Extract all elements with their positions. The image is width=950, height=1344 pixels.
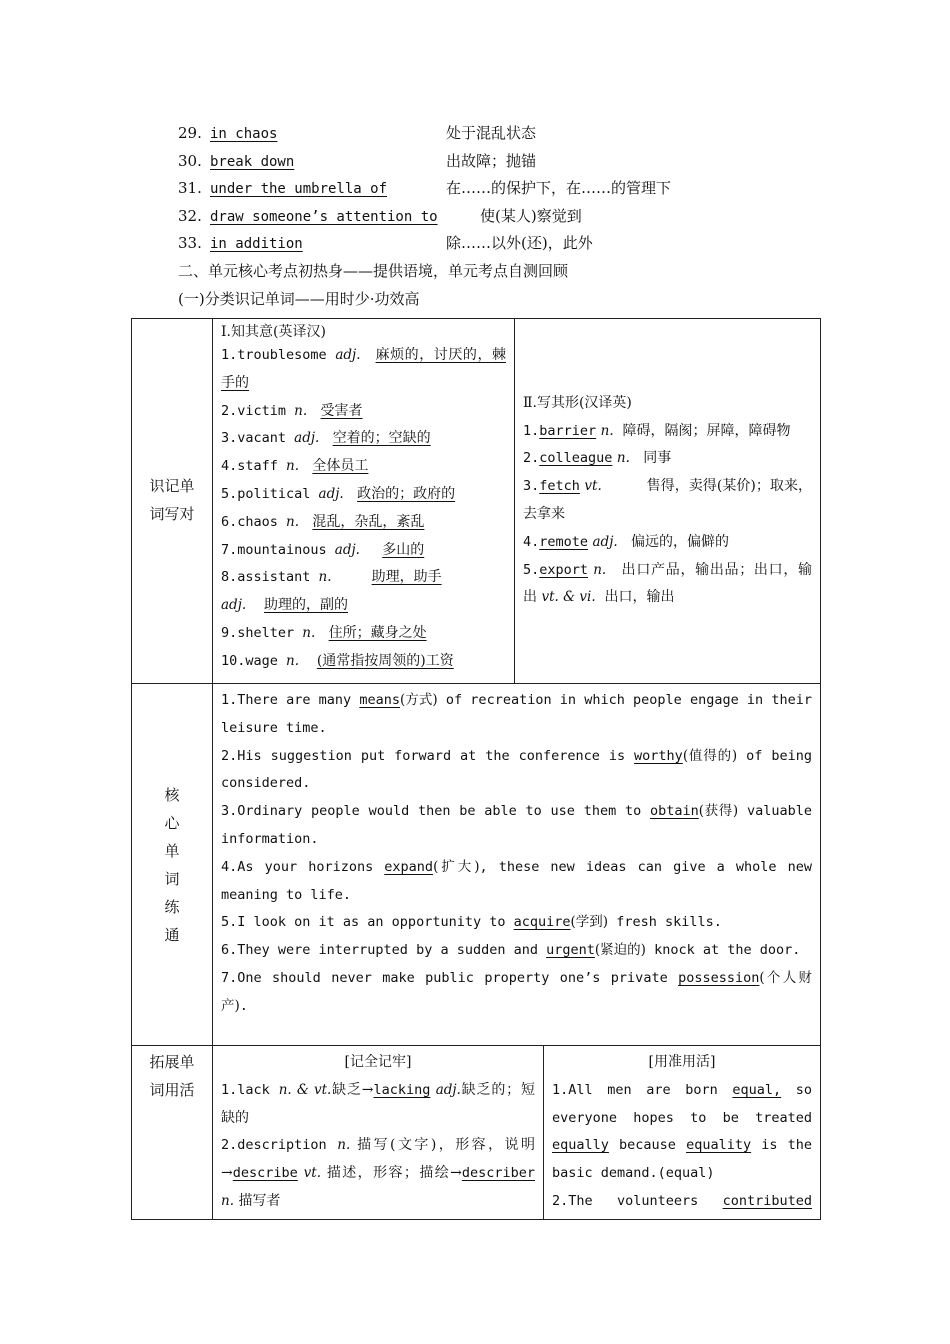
left-cell bbox=[213, 319, 515, 684]
list-item: 1.All men are born equal, so everyone hopes to be treated equally because equality is the basic demand.(equal) bbox=[552, 1081, 812, 1182]
phrase-en: in chaos bbox=[210, 126, 278, 142]
subsection-title: (一)分类识记单词——用时少·功效高 bbox=[178, 290, 420, 308]
phrase-item: 33. in addition 除……以外(还)，此外 bbox=[178, 234, 593, 252]
list-item: 9.shelter n. 住所；藏身之处 bbox=[221, 624, 427, 641]
phrase-cn: 使(某人)察觉到 bbox=[480, 207, 582, 225]
right-cell bbox=[515, 319, 821, 684]
list-item: 6.They were interrupted by a sudden and urgent(紧迫的) knock at the door. bbox=[221, 942, 801, 959]
table-row bbox=[132, 684, 821, 1046]
list-item: 5.I look on it as an opportunity to acquire(学到) fresh skills. bbox=[221, 914, 722, 931]
table-row bbox=[132, 1046, 821, 1220]
phrase-en: under the umbrella of bbox=[210, 181, 388, 197]
list-item: 2.The volunteers contributed bbox=[552, 1192, 812, 1209]
list-item: 8.assistant n. 助理，助手 adj. 助理的，副的 bbox=[221, 569, 442, 614]
list-item: 2.His suggestion put forward at the conference is worthy(值得的) of being considered. bbox=[221, 747, 812, 792]
row-label: 拓展单词用活 bbox=[132, 1046, 213, 1220]
list-item: 7.mountainous adj. 多山的 bbox=[221, 541, 425, 558]
phrase-cn: 出故障；抛锚 bbox=[446, 152, 537, 170]
list-item: 4.remote adj. 偏远的，偏僻的 bbox=[523, 533, 730, 550]
list-item: 3.vacant adj. 空着的；空缺的 bbox=[221, 430, 431, 447]
section-title: 二、单元核心考点初热身——提供语境，单元考点自测回顾 bbox=[178, 262, 569, 280]
list-item: 1.There are many means(方式) of recreation in which people engage in their leisure time. bbox=[221, 692, 812, 736]
phrase-cn: 处于混乱状态 bbox=[446, 124, 537, 142]
list-item: 7.One should never make public property one’s private possession(个人财产). bbox=[221, 969, 812, 1014]
list-item: 3.Ordinary people would then be able to use them to obtain(获得) valuable information. bbox=[221, 803, 812, 847]
phrase-cn: 在……的保护下，在……的管理下 bbox=[446, 179, 672, 197]
phrase-en: draw someone’s attention to bbox=[210, 209, 438, 225]
phrase-en: break down bbox=[210, 154, 295, 170]
list-item: 5.export n. 出口产品，输出品；出口，输出 vt. & vi. 出口，输出 bbox=[523, 561, 813, 606]
list-item: 2.colleague n. 同事 bbox=[523, 450, 672, 467]
list-item: 3.fetch vt. 售得，卖得(某价)；取来，去拿来 bbox=[523, 478, 812, 522]
list-item: 5.political adj. 政治的；政府的 bbox=[221, 485, 456, 502]
phrase-item: 31. under the umbrella of 在……的保护下，在……的管理下 bbox=[178, 179, 672, 197]
list-item: 1.troublesome adj. 麻烦的，讨厌的，棘手的 bbox=[221, 347, 506, 391]
list-item: 2.victim n. 受害者 bbox=[221, 402, 363, 419]
list-item: 4.As your horizons expand(扩大), these new ideas can give a whole new meaning to life. bbox=[221, 858, 812, 903]
list-item: 1.barrier n. 障碍，隔阂；屏障，障碍物 bbox=[523, 422, 791, 439]
cell-title: Ⅰ.知其意(英译汉) bbox=[221, 324, 326, 340]
table-row bbox=[132, 319, 821, 684]
list-item: 10.wage n. (通常指按周领的)工资 bbox=[221, 652, 454, 669]
vocab-table bbox=[131, 318, 821, 1220]
cell-title: Ⅱ.写其形(汉译英) bbox=[523, 394, 632, 411]
list-item: 2.description n. 描写(文字)，形容，说明→describe vt. 描述，形容；描绘→describer n. 描写者 bbox=[221, 1137, 536, 1209]
right-cell bbox=[544, 1046, 821, 1220]
left-cell bbox=[213, 1046, 544, 1220]
phrase-item: 30. break down 出故障；抛锚 bbox=[178, 152, 537, 170]
phrase-item: 29. in chaos 处于混乱状态 bbox=[178, 124, 537, 142]
list-item: 1.lack n. & vt.缺乏→lacking adj.缺乏的；短缺的 bbox=[221, 1081, 535, 1126]
list-item: 4.staff n. 全体员工 bbox=[221, 458, 369, 475]
phrase-item: 32. draw someone’s attention to 使(某人)察觉到 bbox=[178, 207, 582, 225]
practice-cell bbox=[213, 684, 821, 1046]
phrase-en: in addition bbox=[210, 236, 303, 252]
cell-header: [记全记牢] bbox=[344, 1054, 412, 1070]
phrase-cn: 除……以外(还)，此外 bbox=[446, 234, 593, 252]
list-item: 6.chaos n. 混乱，杂乱，紊乱 bbox=[221, 513, 425, 530]
row-label: 核 心 单 词 练 通 bbox=[132, 684, 213, 1046]
cell-header: [用准用活] bbox=[648, 1054, 716, 1070]
row-label: 识记单词写对 bbox=[132, 319, 213, 684]
